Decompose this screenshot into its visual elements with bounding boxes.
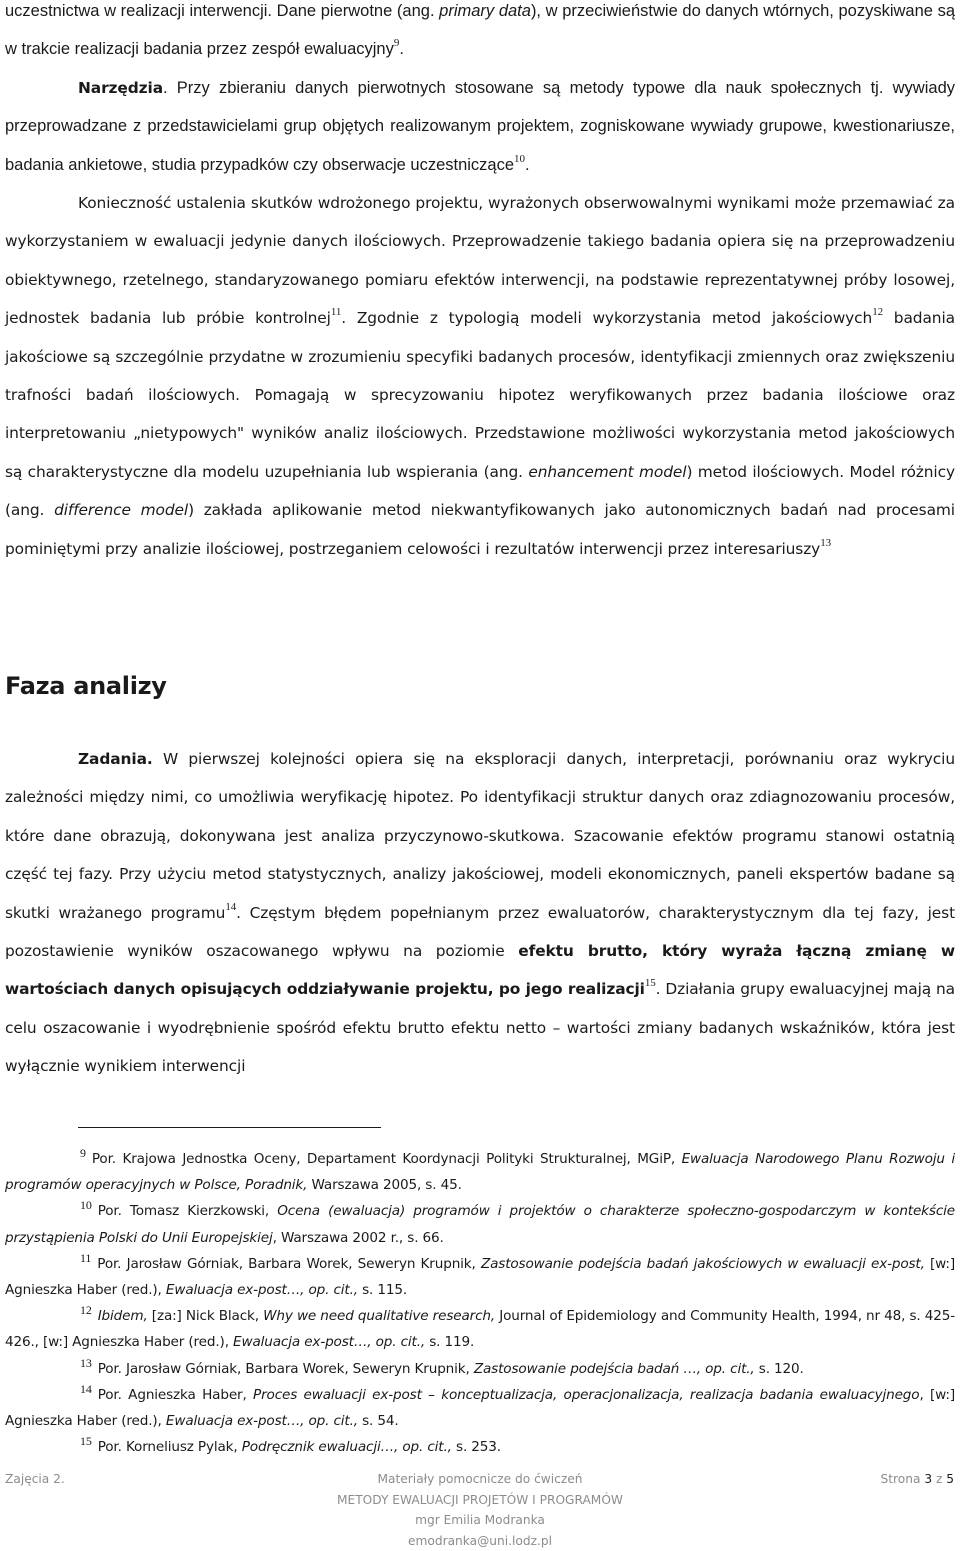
text-run-italic: Why we need qualitative research, [263, 1308, 495, 1324]
footnote-number: 11 [80, 1251, 91, 1265]
footnote-ref: 12 [872, 306, 883, 318]
text-run: s. 253. [452, 1439, 501, 1455]
text-run: , Warszawa 2002 r., s. 66. [273, 1230, 444, 1246]
main-body-top [5, 0, 955, 568]
text-run: s. 115. [358, 1282, 407, 1298]
text-run-italic: Ewaluacja ex-post…, op. cit., [233, 1334, 425, 1350]
footnote-number: 13 [80, 1356, 92, 1370]
footnote-number: 9 [80, 1146, 86, 1160]
text-run: ) zakłada aplikowanie metod niekwantyfikowanych jako autonomicznych badań nad procesami pominiętymi przy analizie ilościowej, postrzeganiem celowości i rezultatów interwencji przez interesariuszy [5, 501, 955, 557]
text-run: . Częstym błędem popełnianym przez ewaluatorów, charakterystycznym dla tej fazy, jest pozostawienie wyników oszacowanego wpływu na poziomie [5, 904, 955, 960]
paragraph-intro [5, 0, 955, 69]
text-run-italic: Ocena (ewaluacja) programów i projektów o charakterze społeczno-gospodarczym w kontekście przystąpienia Polski do Unii Europejskiej [5, 1203, 955, 1245]
footnote-11 [5, 1251, 955, 1303]
text-run: . [399, 40, 404, 58]
text-run-italic: Ibidem, [98, 1308, 148, 1324]
text-run-italic: Podręcznik ewaluacji…, op. cit., [242, 1439, 452, 1455]
footer-author: mgr Emilia Modranka [0, 1510, 960, 1531]
text-run: Journal of Epidemiology and Community Health, 1994, nr 48, s. 425-426., [w:] Agnieszka Haber (red.), [5, 1308, 955, 1350]
footer-center [0, 1469, 960, 1551]
footnote-12 [5, 1303, 955, 1355]
text-run-italic: Ewaluacja ex-post…, op. cit., [166, 1413, 358, 1429]
text-run: Por. Korneliusz Pylak, [98, 1439, 242, 1455]
footer-materials: Materiały pomocnicze do ćwiczeń [0, 1469, 960, 1490]
text-run: Por. Agnieszka Haber, [98, 1387, 253, 1403]
paragraph-analysis [5, 740, 955, 1086]
text-run: Konieczność ustalenia skutków wdrożonego projektu, wyrażonych obserwowalnymi wynikami może przemawiać za wykorzystaniem w ewaluacji jedynie danych ilościowych. Przeprowadzenie takiego badania opiera się na przeprowadzeniu obiektywnego, rzetelnego, standaryzowanego pomiaru efektów interwencji, na podstawie reprezentatywnej próby losowej, jednostek badania lub próbie kontrolnej [5, 194, 955, 327]
footnote-number: 10 [80, 1198, 92, 1212]
footnote-ref: 10 [514, 153, 525, 165]
footnote-number: 14 [80, 1382, 92, 1396]
text-run: s. 119. [425, 1334, 474, 1350]
text-run: Por. Tomasz Kierzkowski, [98, 1203, 278, 1219]
text-run: . Przy zbieraniu danych pierwotnych stosowane są metody typowe dla nauk społecznych tj. wywiady przeprowadzane z przedstawicielami grup objętych realizowanym projektem, zogniskowane wywiady grupowe, kwestionariusze, badania ankietowe, studia przypadków czy obserwacje uczestniczące [5, 79, 955, 174]
text-run: s. 54. [358, 1413, 399, 1429]
of-word: z [936, 1472, 942, 1486]
footnote-separator [78, 1127, 381, 1128]
footnote-number: 15 [80, 1434, 92, 1448]
footer-page-number [881, 1469, 954, 1490]
tools-label: Narzędzia [78, 79, 163, 97]
footnotes [5, 1146, 955, 1460]
page-word: Strona [881, 1472, 921, 1486]
paragraph-necessity [5, 184, 955, 568]
section-heading: Faza analizy [5, 672, 167, 700]
footnote-ref: 15 [645, 977, 656, 989]
text-run-italic: primary data [439, 2, 531, 20]
paragraph-tools [5, 69, 955, 184]
text-run-italic: Ewaluacja Narodowego Planu Rozwoju i programów operacyjnych w Polsce, Poradnik, [5, 1151, 955, 1193]
main-body-analysis [5, 740, 955, 1086]
footer-session: Zajęcia 2. [5, 1469, 65, 1490]
text-run-italic: Proces ewaluacji ex-post – konceptualizacja, operacjonalizacja, realizacja badania ewaluacyjnego [253, 1387, 919, 1403]
text-run: W pierwszej kolejności opiera się na eksploracji danych, interpretacji, porównaniu oraz wykryciu zależności między nimi, co umożliwia weryfikację hipotez. Po identyfikacji struktur danych oraz zdiagnozowaniu procesów, które dane obrazują, dokonywana jest analiza przyczynowo-skutkowa. Szacowanie efektów programu stanowi ostatnią część tej fazy. Przy użyciu metod statystycznych, analizy jakościowej, modeli ekonomicznych, paneli ekspertów badane są skutki wrażanego programu [5, 750, 955, 922]
text-run: ), w przeciwieństwie do danych wtórnych, pozyskiwane są w trakcie realizacji badania przez zespół ewaluacyjny [5, 2, 955, 58]
text-run: [za:] Nick Black, [148, 1308, 264, 1324]
footnote-ref: 13 [820, 537, 831, 549]
footnote-13 [5, 1356, 955, 1382]
footnote-number: 12 [80, 1303, 92, 1317]
footnote-10 [5, 1198, 955, 1250]
footnote-ref: 11 [331, 306, 341, 318]
total-pages: 5 [946, 1472, 954, 1486]
text-run: . [525, 156, 530, 174]
footer-course-title: METODY EWALUACJI PROJETÓW I PROGRAMÓW [0, 1490, 960, 1511]
text-run-italic: enhancement model [528, 463, 686, 481]
text-run-italic: Zastosowanie podejścia badań …, op. cit., [474, 1361, 755, 1377]
text-run: Warszawa 2005, s. 45. [307, 1177, 461, 1193]
text-run-italic: Zastosowanie podejścia badań jakościowych w ewaluacji ex-post, [481, 1256, 925, 1272]
current-page: 3 [924, 1472, 932, 1486]
tasks-label: Zadania. [78, 750, 153, 768]
footer-email: emodranka@uni.lodz.pl [0, 1531, 960, 1551]
text-run: , [w:] Agnieszka Haber (red.), [5, 1387, 955, 1429]
text-run: Por. Jarosław Górniak, Barbara Worek, Seweryn Krupnik, [97, 1256, 481, 1272]
footnote-14 [5, 1382, 955, 1434]
text-run: badania jakościowe są szczególnie przydatne w zrozumieniu specyfiki badanych procesów, identyfikacji zmiennych oraz zwiększeniu trafności badań ilościowych. Pomagają w sprecyzowaniu hipotez weryfikowanych przez badania ilościowe oraz interpretowaniu „nietypowych" wyników analiz ilościowych. Przedstawione możliwości wykorzystania metod jakościowych są charakterystyczne dla modelu uzupełniania lub wspierania (ang. [5, 309, 955, 481]
text-run: . Zgodnie z typologią modeli wykorzystania metod jakościowych [341, 309, 872, 327]
text-run-italic: difference model [54, 501, 188, 519]
footnote-ref: 9 [394, 37, 400, 49]
text-run: Por. Jarosław Górniak, Barbara Worek, Seweryn Krupnik, [98, 1361, 474, 1377]
text-run: [w:] Agnieszka Haber (red.), [5, 1256, 955, 1298]
text-run: Por. Krajowa Jednostka Oceny, Departament Koordynacji Polityki Strukturalnej, MGiP, [92, 1151, 682, 1167]
text-run: ) metod ilościowych. Model różnicy (ang. [5, 463, 955, 519]
text-run: uczestnictwa w realizacji interwencji. Dane pierwotne (ang. [5, 2, 439, 20]
footnote-9 [5, 1146, 955, 1198]
text-run-italic: Ewaluacja ex-post…, op. cit., [166, 1282, 358, 1298]
footnote-15 [5, 1434, 955, 1460]
text-run-bold: efektu brutto, który wyraża łączną zmianę w wartościach danych opisujących oddziaływanie projektu, po jego realizacji [5, 942, 955, 998]
footnote-ref: 14 [225, 901, 236, 913]
text-run: s. 120. [755, 1361, 804, 1377]
text-run: . Działania grupy ewaluacyjnej mają na celu oszacowanie i wyodrębnienie spośród efektu brutto efektu netto – wartości zmiany badanych wskaźników, która jest wyłącznie wynikiem interwencji [5, 980, 955, 1075]
